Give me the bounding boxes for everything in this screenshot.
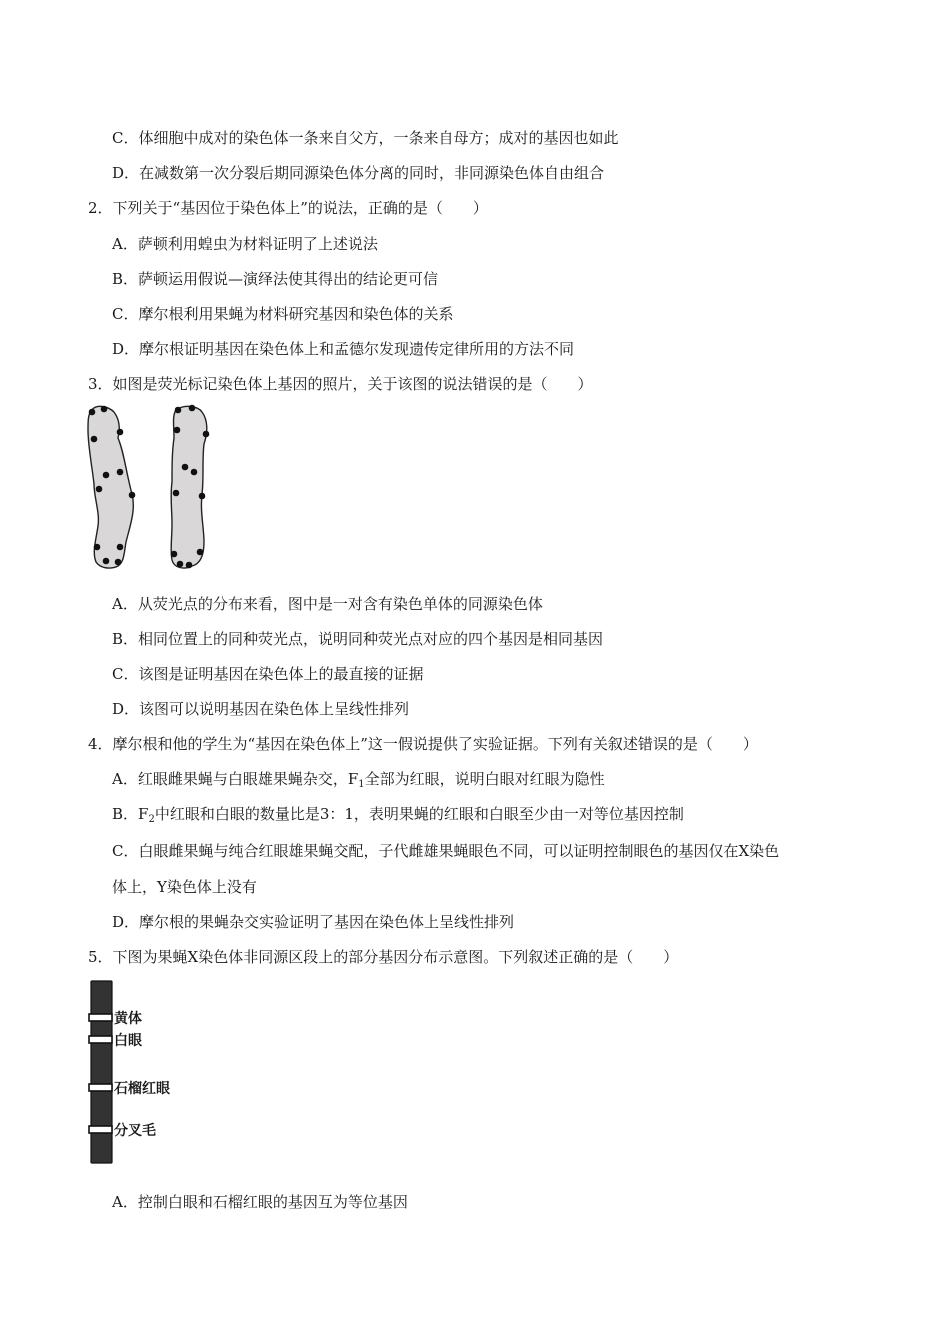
option-letter: B．	[112, 805, 139, 823]
option-text: 红眼雌果蝇与白眼雄果蝇杂交，F	[137, 770, 359, 788]
q2-option-c	[112, 304, 454, 324]
option-letter: D．	[112, 913, 140, 931]
option-text: F	[138, 805, 149, 823]
option-text: 相同位置上的同种荧光点，说明同种荧光点对应的四个基因是相同基因	[138, 630, 604, 648]
q4-option-d	[112, 912, 514, 932]
option-text: 该图可以说明基因在染色体上呈线性排列	[139, 700, 410, 718]
q3-option-d	[112, 699, 409, 719]
q2-option-a	[112, 234, 378, 254]
q4-option-a	[112, 769, 605, 795]
option-text: 摩尔根利用果蝇为材料研究基因和染色体的关系	[138, 305, 454, 323]
option-text: 体细胞中成对的染色体一条来自父方，一条来自母方；成对的基因也如此	[138, 129, 619, 147]
option-text-cont: 中红眼和白眼的数量比是3：1，表明果蝇的红眼和白眼至少由一对等位基因控制	[154, 805, 684, 823]
option-letter: A．	[112, 595, 138, 613]
option-letter: C．	[112, 842, 139, 860]
option-letter: A．	[112, 235, 138, 253]
subscript: 2	[148, 814, 155, 825]
gene-label-white-eye: 白眼	[114, 1033, 142, 1049]
option-letter: A．	[112, 770, 138, 788]
chromosome-fluorescence-figure	[82, 402, 218, 572]
option-letter: B．	[112, 630, 139, 648]
option-letter: C．	[112, 305, 139, 323]
gene-label-forked-bristle: 分叉毛	[114, 1123, 156, 1139]
subscript: 1	[358, 779, 365, 790]
q4-option-b	[112, 804, 684, 830]
option-text: 该图是证明基因在染色体上的最直接的证据	[138, 665, 424, 683]
gene-label-yellow-body: 黄体	[114, 1011, 142, 1027]
option-letter: C．	[112, 665, 139, 683]
q5-stem: 5．下图为果蝇X染色体非同源区段上的部分基因分布示意图。下列叙述正确的是（ ）	[88, 948, 679, 966]
q2-option-b	[112, 269, 438, 289]
option-letter: D．	[112, 340, 140, 358]
q4-stem: 4．摩尔根和他的学生为“基因在染色体上”这一假说提供了实验证据。下列有关叙述错误的是（ ）	[88, 735, 758, 753]
option-text: 萨顿运用假说—演绎法使其得出的结论更可信	[138, 270, 439, 288]
option-letter: A．	[112, 1193, 138, 1211]
option-letter: C．	[112, 129, 139, 147]
q5-option-a	[112, 1192, 408, 1212]
option-text: 萨顿利用蝗虫为材料证明了上述说法	[137, 235, 378, 253]
left-chromosome	[88, 406, 133, 568]
option-letter: B．	[112, 270, 139, 288]
q1-option-d	[112, 163, 604, 183]
option-letter: D．	[112, 164, 140, 182]
option-text: 控制白眼和石榴红眼的基因互为等位基因	[137, 1193, 408, 1211]
option-text: 摩尔根的果蝇杂交实验证明了基因在染色体上呈线性排列	[139, 913, 515, 931]
q3-stem: 3．如图是荧光标记染色体上基因的照片，关于该图的说法错误的是（ ）	[88, 375, 593, 393]
option-text: 摩尔根证明基因在染色体上和孟德尔发现遗传定律所用的方法不同	[139, 340, 575, 358]
x-chromosome-figure	[86, 978, 206, 1166]
q2-stem: 2．下列关于“基因位于染色体上”的说法，正确的是（ ）	[88, 199, 488, 217]
option-text: 在减数第一次分裂后期同源染色体分离的同时，非同源染色体自由组合	[139, 164, 605, 182]
q3-option-c	[112, 664, 424, 684]
gene-label-garnet-eye: 石榴红眼	[114, 1081, 170, 1097]
q3-option-b	[112, 629, 603, 649]
q1-option-c	[112, 128, 619, 148]
option-text: 从荧光点的分布来看，图中是一对含有染色单体的同源染色体	[137, 595, 543, 613]
option-letter: D．	[112, 700, 140, 718]
q4-option-c-continued: 体上，Y染色体上没有	[112, 878, 257, 896]
q2-option-d	[112, 339, 574, 359]
option-text: 白眼雌果蝇与纯合红眼雄果蝇交配，子代雌雄果蝇眼色不同，可以证明控制眼色的基因仅在X染色	[138, 842, 780, 860]
option-text-cont: 全部为红眼，说明白眼对红眼为隐性	[364, 770, 605, 788]
q3-option-a	[112, 594, 543, 614]
q4-option-c	[112, 841, 779, 861]
